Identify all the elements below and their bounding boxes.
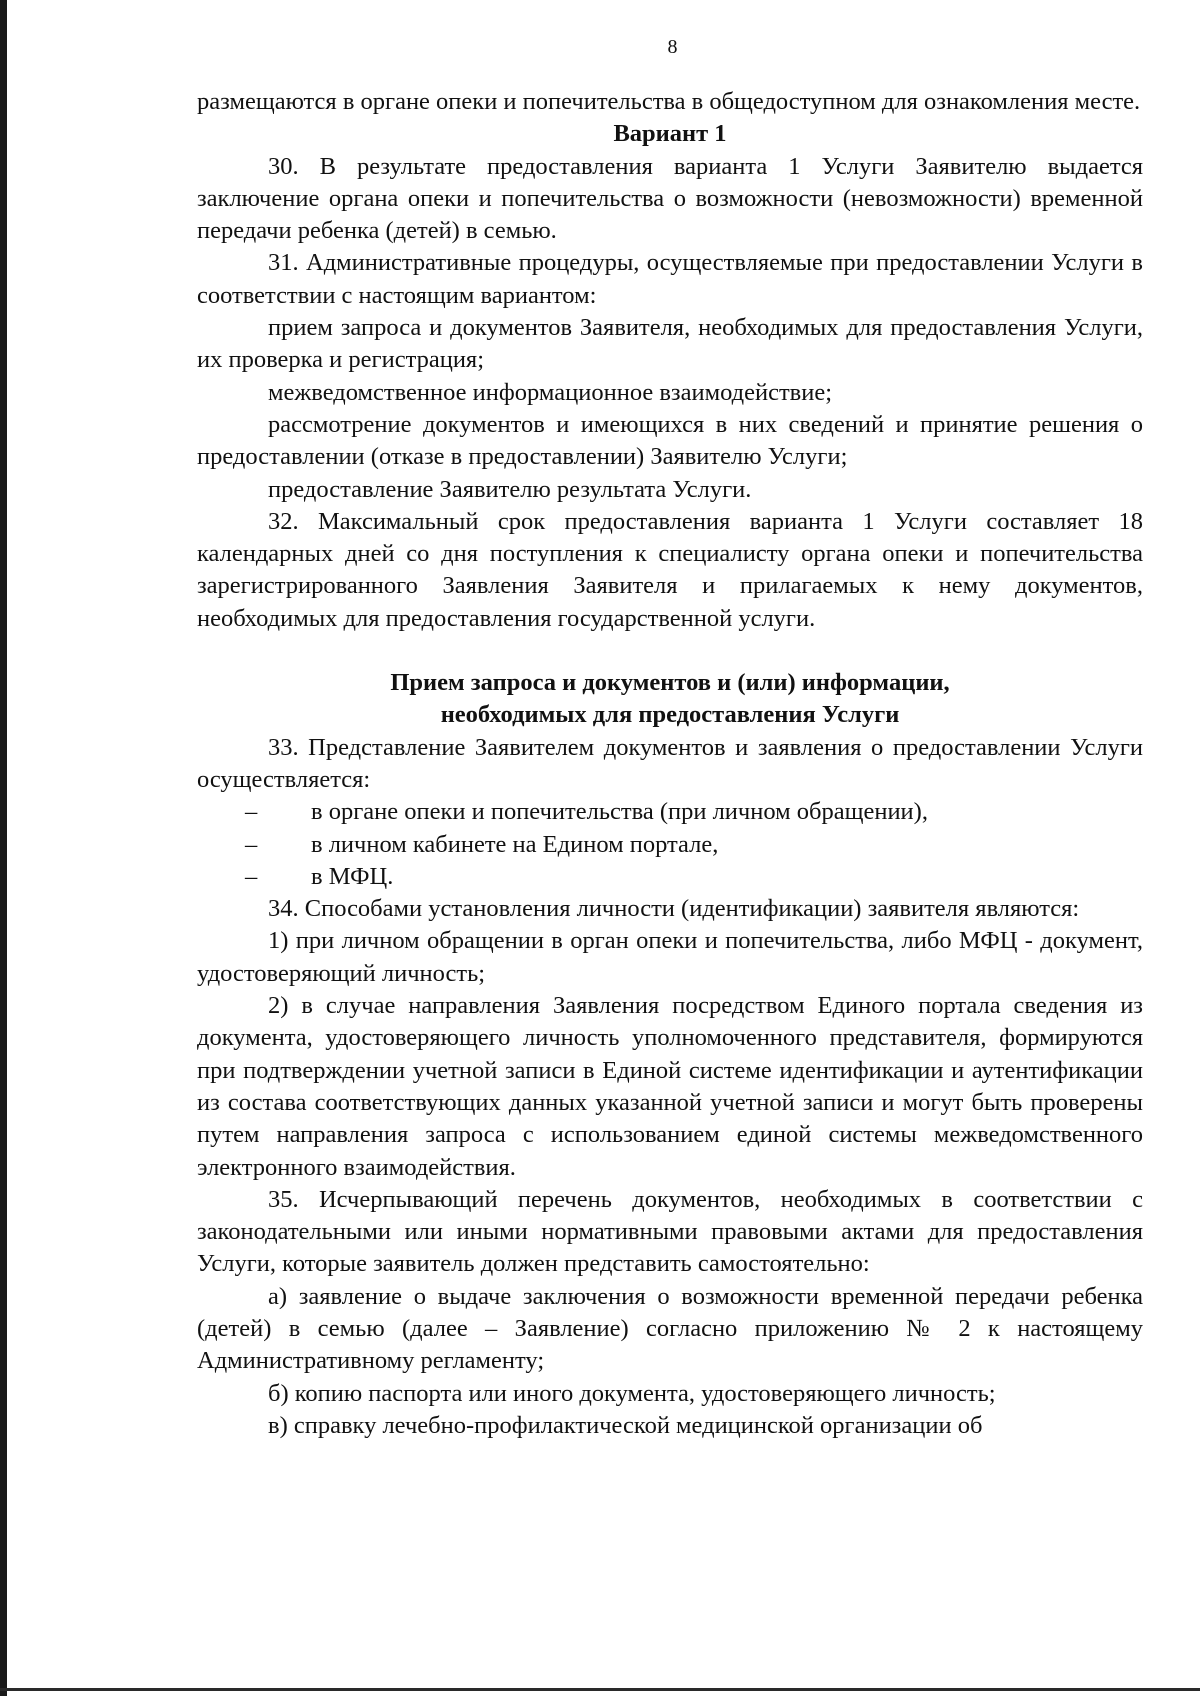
paragraph-31: 31. Административные процедуры, осуществляемые при предоставлении Услуги в соответствии с настоящим вариантом: [197,249,1143,309]
dash-marker: – [245,798,258,826]
scan-edge-left [0,0,7,1696]
paragraph-35-item-b: б) копию паспорта или иного документа, удостоверяющего личность; [268,1379,996,1407]
procedure-item-review: рассмотрение документов и имеющихся в них сведений и принятие решения о предоставлении (отказе в предоставлении) Заявителю Услуги; [197,410,1143,471]
paragraph-35-item-a: а) заявление о выдаче заключения о возможности временной передачи ребенка (детей) в семью (далее – Заявление) согласно приложению № 2 к настоящему Административному регламенту; [197,1282,1143,1375]
page-number: 8 [667,36,678,58]
list-item-text: в личном кабинете на Едином портале, [311,830,719,858]
paragraph-34-item-2: 2) в случае направления Заявления посредством Единого портала сведения из документа, удостоверяющего личность уполномоченного представителя, формируются при подтверждении учетной записи в Единой системе идентификации и аутентификации из состава соответствующих данных указанной учетной записи и могут быть проверены путем направления запроса с использованием единой системы межведомственного электронного взаимодействия. [197,992,1143,1181]
procedure-item-interagency: межведомственное информационное взаимодействие; [268,378,833,406]
list-item [197,796,1143,828]
dash-marker: – [245,830,258,858]
paragraph-35-item-c: в) справку лечебно-профилактической медицинской организации об [268,1411,983,1439]
section-gap [197,635,1143,667]
list-item-text: в органе опеки и попечительства (при личном обращении), [311,798,928,826]
document-body [197,86,1143,1442]
variant-heading: Вариант 1 [613,120,727,148]
paragraph-34-item-1: 1) при личном обращении в орган опеки и попечительства, либо МФЦ - документ, удостоверяющий личность; [197,927,1143,987]
procedure-item-result: предоставление Заявителю результата Услуги. [268,475,752,503]
paragraph-34: 34. Способами установления личности (идентификации) заявителя являются: [268,895,1080,923]
list-item [197,829,1143,861]
intro-paragraph: размещаются в органе опеки и попечительства в общедоступном для ознакомления месте. [197,88,1141,115]
procedure-item-reception: прием запроса и документов Заявителя, необходимых для предоставления Услуги, их проверка и регистрация; [197,314,1143,374]
section-heading-line-2: необходимых для предоставления Услуги [440,701,900,729]
paragraph-30: 30. В результате предоставления варианта 1 Услуги Заявителю выдается заключение органа опеки и попечительства о возможности (невозможности) временной передачи ребенка (детей) в семью. [197,152,1143,245]
scan-edge-bottom [0,1688,1200,1691]
list-item [197,861,1143,893]
paragraph-32: 32. Максимальный срок предоставления варианта 1 Услуги составляет 18 календарных дней со дня поступления к специалисту органа опеки и попечительства зарегистрированного Заявления Заявителя и прилагаемых к нему документов, необходимых для предоставления государственной услуги. [197,507,1143,632]
list-item-text: в МФЦ. [311,862,394,890]
paragraph-35: 35. Исчерпывающий перечень документов, необходимых в соответствии с законодательными или иными нормативными правовыми актами для предоставления Услуги, которые заявитель должен представить самостоятельно: [197,1185,1143,1278]
section-heading-line-1: Прием запроса и документов и (или) информации, [390,669,950,697]
paragraph-33: 33. Представление Заявителем документов и заявления о предоставлении Услуги осуществляется: [197,733,1143,793]
dash-marker: – [245,862,258,890]
